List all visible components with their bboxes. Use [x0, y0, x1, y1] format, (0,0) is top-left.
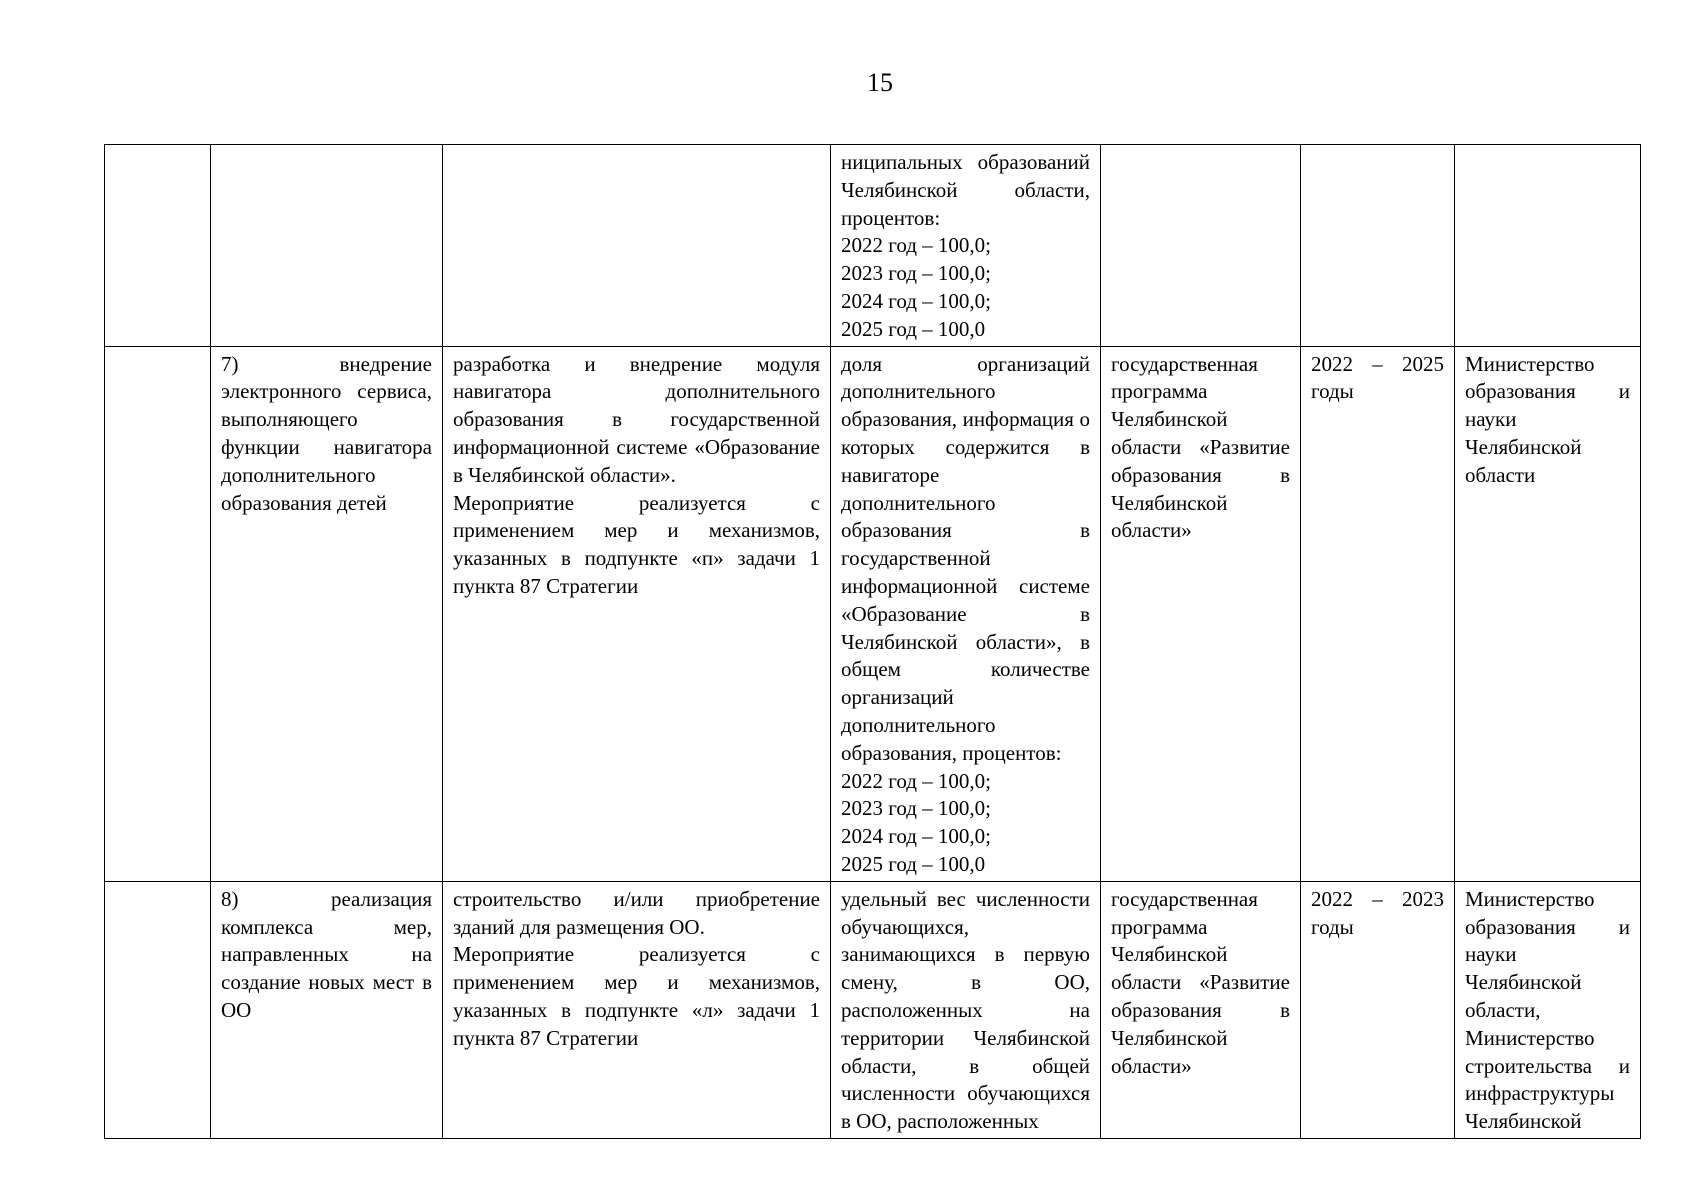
- program-cell: [1101, 145, 1301, 347]
- indicator-value: 2025 год – 100,0: [841, 316, 986, 341]
- executor-cell: [1455, 145, 1641, 347]
- measure-description-cell: [443, 881, 831, 1138]
- table-row: [105, 346, 1641, 881]
- description-paragraph: Мероприятие реализуется с применением мер и механизмов, указанных в подпункте «п» задачи 1 пункта 87 Стратегии: [453, 490, 820, 598]
- program-cell: государственная программа Челябинской области «Развитие образования в Челябинской области»: [1101, 346, 1301, 881]
- description-paragraph: разработка и внедрение модуля навигатора дополнительного образования в государственной информационной системе «Образование в Челябинской области».: [453, 351, 820, 487]
- period-cell: [1301, 145, 1455, 347]
- indicator-value: 2022 год – 100,0;: [841, 768, 992, 793]
- table-row: [105, 145, 1641, 347]
- table-row: [105, 881, 1641, 1138]
- measure-description-cell: [443, 346, 831, 881]
- indicator-cell: [831, 881, 1101, 1138]
- executor-cell: Министерство образования и науки Челябинской области: [1455, 346, 1641, 881]
- program-cell: государственная программа Челябинской области «Развитие образования в Челябинской области»: [1101, 881, 1301, 1138]
- measure-name-cell: 7) внедрение электронного сервиса, выполняющего функции навигатора дополнительного образования детей: [211, 346, 443, 881]
- executor-cell: Министерство образования и науки Челябинской области, Министерство строительства и инфраструктуры Челябинской: [1455, 881, 1641, 1138]
- indicator-value: 2024 год – 100,0;: [841, 288, 992, 313]
- measure-name-cell: [211, 145, 443, 347]
- description-paragraph: строительство и/или приобретение зданий для размещения ОО.: [453, 886, 820, 939]
- indicator-cell: [831, 145, 1101, 347]
- row-number-cell: [105, 145, 211, 347]
- indicator-value: 2023 год – 100,0;: [841, 796, 992, 821]
- measure-description-cell: [443, 145, 831, 347]
- indicator-text: ниципальных образований Челябинской области, процентов:: [841, 150, 1090, 230]
- indicator-value: 2025 год – 100,0: [841, 851, 986, 876]
- indicator-value: 2022 год – 100,0;: [841, 233, 992, 258]
- row-number-cell: [105, 346, 211, 881]
- page-number: 15: [867, 68, 893, 97]
- period-cell: 2022 – 2025 годы: [1301, 346, 1455, 881]
- measure-name-cell: 8) реализация комплекса мер, направленных на создание новых мест в ОО: [211, 881, 443, 1138]
- indicator-value: 2023 год – 100,0;: [841, 261, 992, 286]
- indicator-value: 2024 год – 100,0;: [841, 824, 992, 849]
- indicator-text: удельный вес численности обучающихся, занимающихся в первую смену, в ОО, расположенных на территории Челябинской области, в общей численности обучающихся в ОО, расположенных: [841, 886, 1090, 1134]
- period-cell: 2022 – 2023 годы: [1301, 881, 1455, 1138]
- indicator-text: доля организаций дополнительного образования, информация о которых содержится в навигаторе дополнительного образования в государственной информационной системе «Образование в Челябинской области», в общем количестве организаций дополнительного образования, процентов:: [841, 351, 1090, 765]
- description-paragraph: Мероприятие реализуется с применением мер и механизмов, указанных в подпункте «л» задачи 1 пункта 87 Стратегии: [453, 942, 820, 1050]
- row-number-cell: [105, 881, 211, 1138]
- measures-table: [104, 144, 1641, 1139]
- indicator-cell: [831, 346, 1101, 881]
